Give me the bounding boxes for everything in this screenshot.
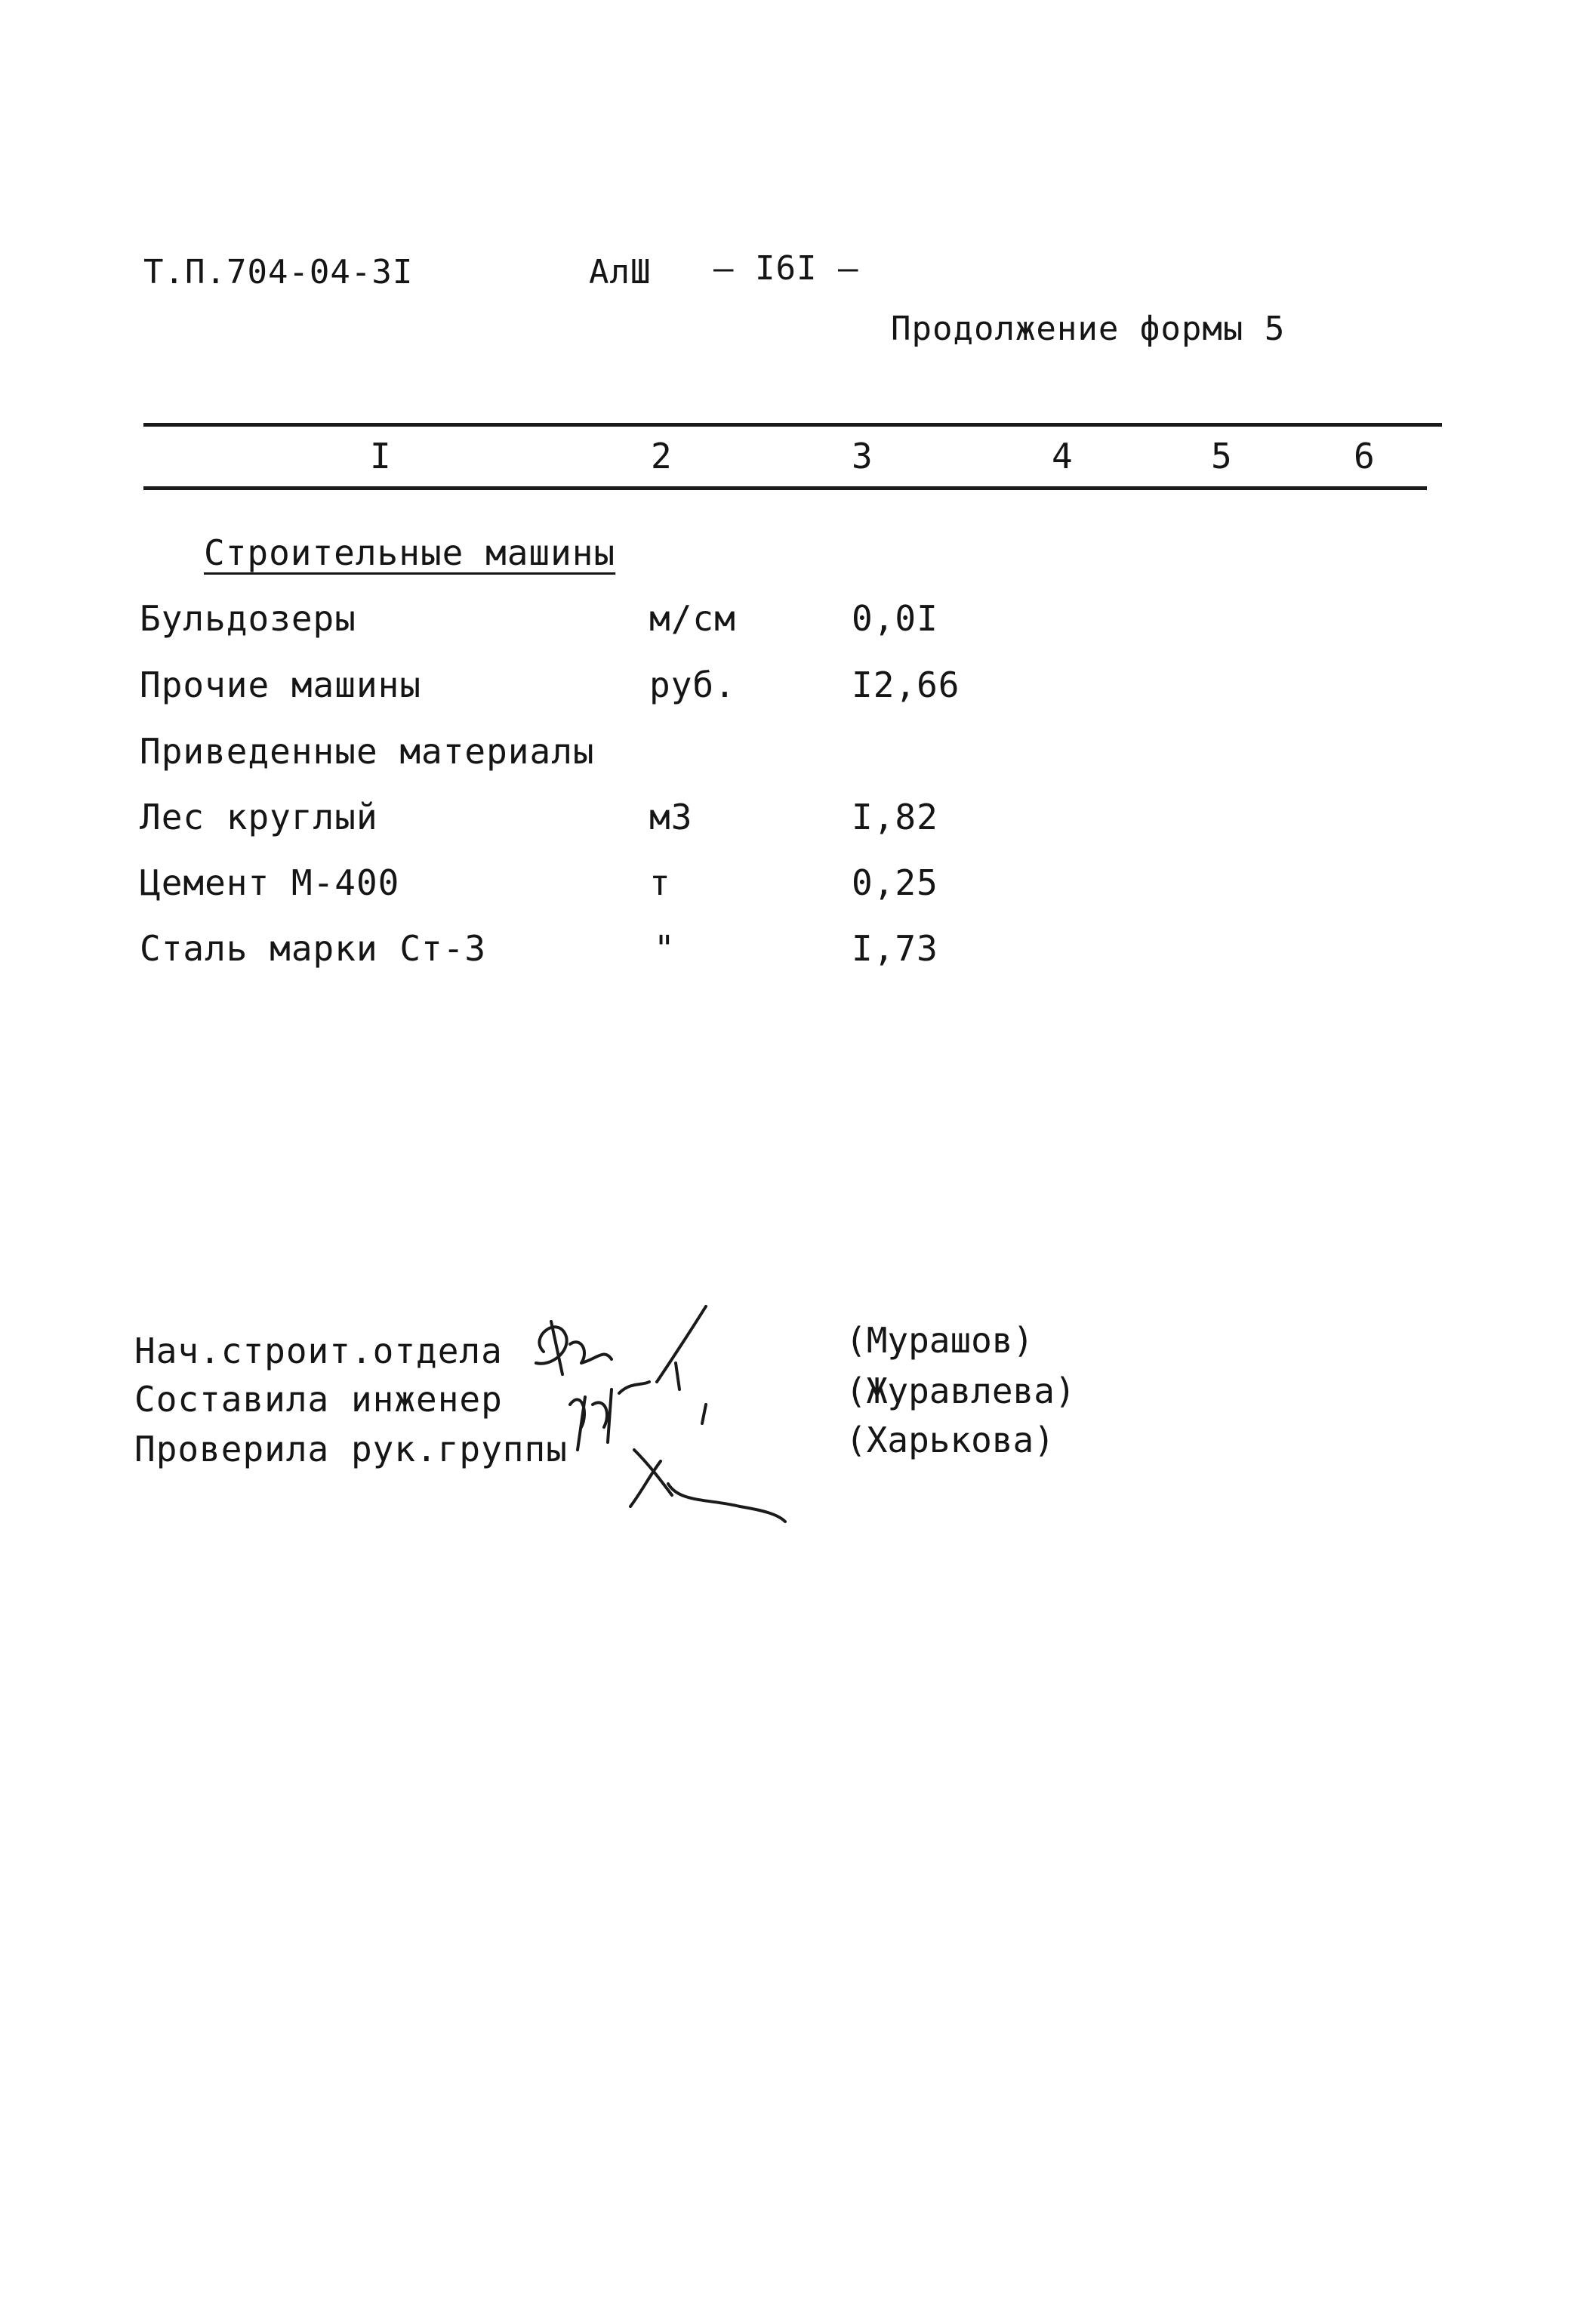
section-title: Приведенные материалы bbox=[140, 731, 595, 772]
table-header-bottom-rule bbox=[143, 486, 1427, 490]
row-unit: руб. bbox=[649, 665, 736, 705]
row-unit: м/см bbox=[649, 598, 736, 639]
row-name: Бульдозеры bbox=[140, 598, 356, 639]
document-code: Т.П.704-04-3I bbox=[143, 253, 414, 291]
row-unit: м3 bbox=[649, 797, 693, 837]
row-unit: " bbox=[654, 928, 676, 969]
column-header-5: 5 bbox=[1211, 436, 1232, 476]
row-value: I2,66 bbox=[852, 665, 960, 705]
signature-role: Нач.строит.отдела bbox=[134, 1331, 503, 1371]
column-header-1: I bbox=[370, 436, 391, 476]
column-header-2: 2 bbox=[651, 436, 672, 476]
album-label: АлШ bbox=[589, 253, 652, 291]
row-name: Прочие машины bbox=[140, 665, 422, 705]
page-number: — I6I — bbox=[713, 249, 859, 288]
continuation-label: Продолжение формы 5 bbox=[891, 310, 1286, 348]
signature-name: (Мурашов) bbox=[846, 1320, 1034, 1361]
section-title: Строительные машины bbox=[204, 532, 616, 573]
column-header-3: 3 bbox=[852, 436, 873, 476]
signature-name: (Журавлева) bbox=[846, 1371, 1076, 1411]
row-value: I,73 bbox=[852, 928, 938, 969]
table-top-rule bbox=[143, 423, 1442, 427]
row-value: 0,25 bbox=[852, 862, 938, 903]
signature-role: Проверила рук.группы bbox=[134, 1429, 568, 1469]
signature-role: Составила инженер bbox=[134, 1379, 503, 1420]
row-name: Сталь марки Ст-3 bbox=[140, 928, 487, 969]
row-value: I,82 bbox=[852, 797, 938, 837]
handwritten-signature-image bbox=[498, 1291, 815, 1533]
row-unit: т bbox=[649, 862, 671, 903]
row-name: Цемент М-400 bbox=[140, 862, 400, 903]
signature-name: (Харькова) bbox=[846, 1420, 1055, 1460]
column-header-4: 4 bbox=[1052, 436, 1073, 476]
row-name: Лес круглый bbox=[140, 797, 378, 837]
row-value: 0,0I bbox=[852, 598, 938, 639]
column-header-6: 6 bbox=[1354, 436, 1375, 476]
